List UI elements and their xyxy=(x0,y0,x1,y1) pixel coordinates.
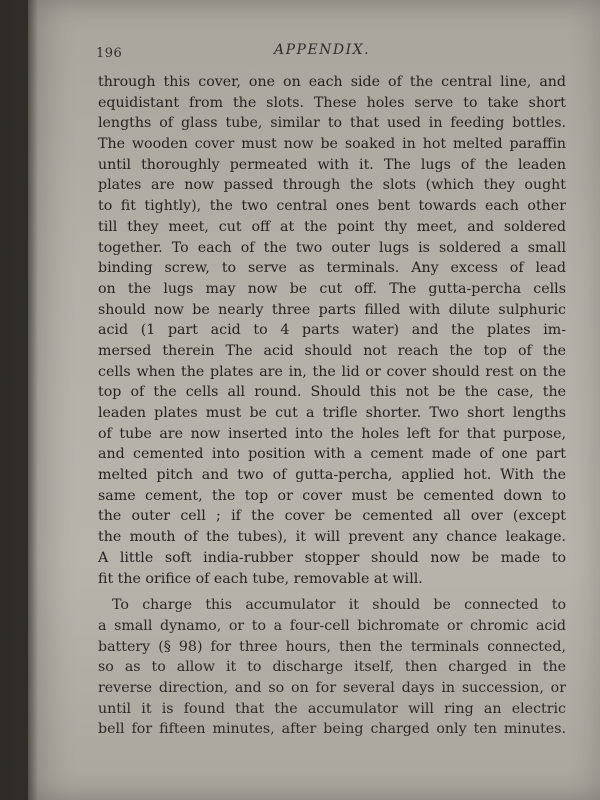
text-line: of tube are now inserted into the holes left for that purpose, xyxy=(98,425,566,442)
text-line: until it is found that the accumulator will ring an electric xyxy=(98,700,566,717)
text-line: to fit tightly), the two central ones bent towards each other xyxy=(98,198,566,215)
text-line: plates are now passed through the slots (which they ought xyxy=(98,177,566,194)
paragraph-2 xyxy=(98,595,566,740)
text-line: A little soft india-rubber stopper should now be made to xyxy=(98,549,566,566)
text-line: together. To each of the two outer lugs is soldered a small xyxy=(98,239,566,256)
text-line: binding screw, to serve as terminals. Any excess of lead xyxy=(98,260,566,277)
text-line: top of the cells all round. Should this not be the case, the xyxy=(98,384,566,401)
text-line: a small dynamo, or to a four-cell bichromate or chromic acid xyxy=(98,617,566,634)
page-number: 196 xyxy=(96,46,123,61)
text-line: the mouth of the tubes), it will prevent any chance leakage. xyxy=(98,529,566,546)
text-line: lengths of glass tube, similar to that used in feeding bottles. xyxy=(98,115,566,132)
text-line: bell for fifteen minutes, after being charged only ten minutes. xyxy=(98,721,566,738)
text-line: acid (1 part acid to 4 parts water) and the plates im- xyxy=(98,322,566,339)
paragraph-1 xyxy=(98,72,566,589)
text-line: fit the orifice of each tube, removable at will. xyxy=(98,570,423,587)
page-gutter-shadow xyxy=(28,0,38,800)
text-line: same cement, the top or cover must be cemented down to xyxy=(98,487,566,504)
text-line: so as to allow it to discharge itself, then charged in the xyxy=(98,659,566,676)
page-header xyxy=(28,40,600,62)
text-line: To charge this accumulator it should be connected to xyxy=(112,597,566,614)
text-line: through this cover, one on each side of the central line, and xyxy=(98,74,566,90)
text-line: battery (§ 98) for three hours, then the terminals connected, xyxy=(98,638,566,655)
text-line: mersed therein The acid should not reach the top of the xyxy=(98,342,566,359)
text-line: The wooden cover must now be soaked in hot melted paraffin xyxy=(98,136,566,153)
text-line: leaden plates must be cut a trifle shorter. Two short lengths xyxy=(98,405,566,421)
book-page xyxy=(28,0,600,800)
text-line: should now be nearly three parts filled with dilute sulphuric xyxy=(98,301,566,318)
text-line: until thoroughly permeated with it. The lugs of the leaden xyxy=(98,156,566,173)
text-line: the outer cell ; if the cover be cemented all over (except xyxy=(98,508,566,525)
text-line: equidistant from the slots. These holes serve to take short xyxy=(98,94,566,111)
running-head: APPENDIX. xyxy=(274,42,371,58)
text-line: till they meet, cut off at the point thy meet, and soldered xyxy=(98,218,566,235)
text-line: reverse direction, and so on for several days in succession, or xyxy=(98,679,566,696)
text-line: on the lugs may now be cut off. The gutta-percha cells xyxy=(98,280,566,297)
body-text xyxy=(98,72,566,740)
text-line: melted pitch and two of gutta-percha, applied hot. With the xyxy=(98,467,566,484)
text-line: cells when the plates are in, the lid or cover should rest on the xyxy=(98,363,566,380)
text-line: and cemented into position with a cement made of one part xyxy=(98,446,566,463)
